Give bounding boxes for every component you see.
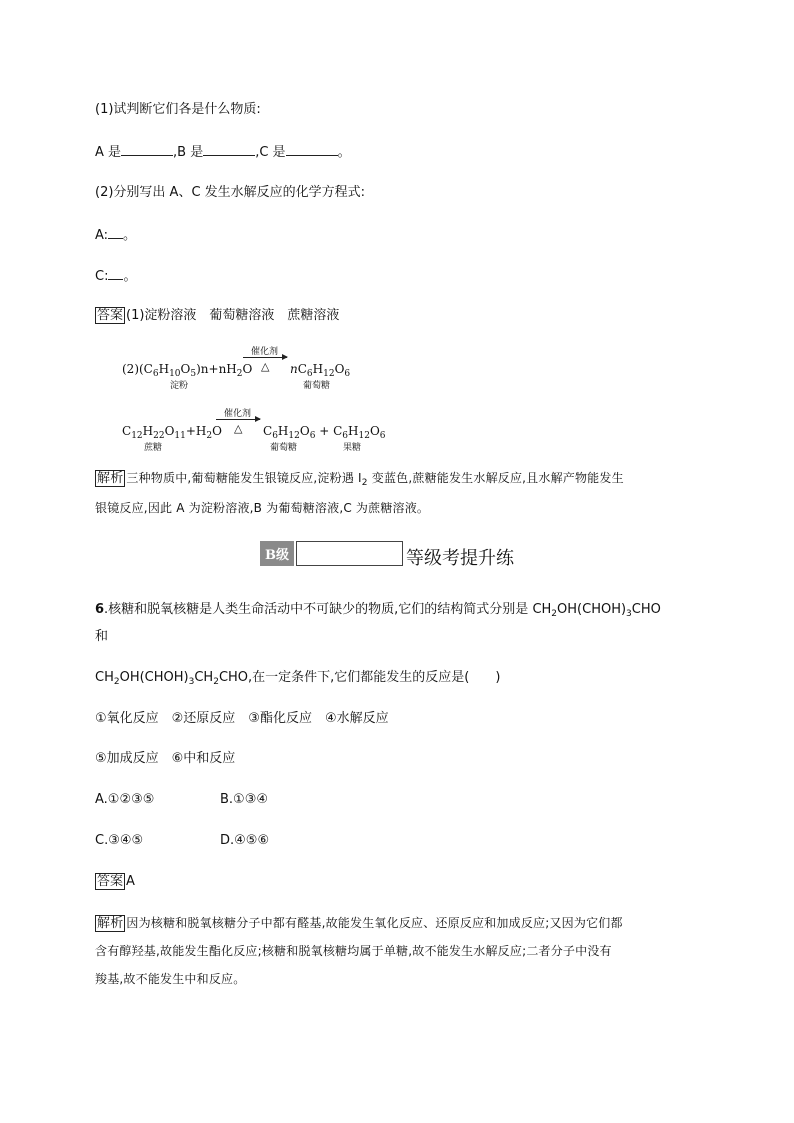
- level-badge: B级: [260, 541, 294, 566]
- eq2-sub: 6: [272, 431, 278, 441]
- explanation-line-1: [95, 469, 624, 487]
- blank-a-label: A 是: [95, 145, 122, 160]
- eq2-c: C: [122, 424, 132, 438]
- fill-blanks-line: [95, 142, 351, 162]
- eq2-c: C: [263, 424, 273, 438]
- eq1-sub: 12: [323, 369, 335, 379]
- answer-tag: 答案: [97, 874, 124, 889]
- question-6-explanation-line-3: 羧基,故不能发生中和反应。: [95, 972, 246, 986]
- choice-d: D.④⑤⑥: [220, 833, 270, 848]
- reaction-options-line-2: ⑤加成反应 ⑥中和反应: [95, 751, 236, 766]
- eq1-sub: 2: [236, 369, 243, 379]
- eq2-sub: 2: [206, 431, 213, 441]
- equation-2-label-fructose: 果糖: [343, 443, 362, 453]
- equation-1-label-glucose: 葡萄糖: [303, 381, 331, 391]
- stem-sub: 2: [113, 677, 120, 687]
- reaction-options-line-1: ①氧化反应 ②还原反应 ③酯化反应 ④水解反应: [95, 711, 389, 726]
- eq1-sub: 6: [152, 369, 159, 379]
- equation-1-product: [290, 362, 351, 379]
- answer-a-end: 。: [123, 228, 137, 243]
- eq1-sub: 6: [306, 369, 313, 379]
- eq2-o2: O: [212, 424, 222, 438]
- answer-value: A: [126, 874, 135, 889]
- stem-text: CHO,在一定条件下,它们都能发生的反应是( ): [218, 670, 501, 685]
- equation-2-label-sucrose: 蔗糖: [144, 443, 163, 453]
- eq2-sub: 12: [131, 431, 143, 441]
- eq2-h: H: [142, 424, 154, 438]
- question-number: 6: [95, 602, 105, 617]
- eq1-h: H: [312, 362, 324, 376]
- equation-2-catalyst: 催化剂: [224, 409, 252, 419]
- eq2-sub: 12: [358, 431, 370, 441]
- stem-sub: 3: [188, 677, 195, 687]
- eq2-sub: 6: [309, 431, 316, 441]
- blank-c-label: ,C 是: [255, 145, 286, 160]
- answer-c-label: C:: [95, 269, 109, 284]
- question-2-prompt: (2)分别写出 A、C 发生水解反应的化学方程式:: [95, 185, 366, 200]
- choice-c: C.③④⑤: [95, 833, 144, 848]
- explanation-line-2: 银镜反应,因此 A 为淀粉溶液,B 为葡萄糖溶液,C 为蔗糖溶液。: [95, 501, 430, 515]
- section-title: 等级考提升练: [406, 548, 514, 569]
- eq1-h: H: [158, 362, 170, 376]
- equation-1-label-starch: 淀粉: [170, 381, 189, 391]
- eq1-lhs-prefix: (2)(C: [122, 362, 153, 376]
- question-1-prompt: (1)试判断它们各是什么物质:: [95, 102, 261, 117]
- eq1-o: O: [180, 362, 191, 376]
- question-6-explanation-line-2: 含有醇羟基,故能发生酯化反应;核糖和脱氧核糖均属于单糖,故不能发生水解反应;二者分子中没有: [95, 944, 612, 958]
- eq2-o: O: [299, 424, 310, 438]
- stem-sub: 2: [551, 609, 558, 619]
- stem-sub: 2: [213, 677, 219, 687]
- explanation-text: 因为核糖和脱氧核糖分子中都有醛基,故能发生氧化反应、还原反应和加成反应;又因为它们都: [126, 916, 623, 930]
- eq1-lhs-rest: )n+nH: [196, 362, 237, 376]
- explanation-text: 三种物质中,葡萄糖能发生银镜反应,淀粉遇 I: [126, 471, 362, 485]
- blank-c: [286, 142, 338, 156]
- equation-1-arrow: [243, 357, 287, 358]
- answer-c-end: 。: [123, 269, 137, 284]
- equation-1-heat-icon: △: [261, 360, 270, 373]
- explanation-text-rest: 变蓝色,蔗糖能发生水解反应,且水解产物能发生: [367, 471, 624, 485]
- answer-a-label: A:: [95, 228, 109, 243]
- level-box: [296, 541, 403, 566]
- stem-text: OH(CHOH): [557, 602, 627, 617]
- equation-2-arrow: [216, 419, 260, 420]
- answer-a-blank: [108, 225, 123, 239]
- choice-a: A.①②③⑤: [95, 792, 155, 807]
- stem-text: CH: [194, 670, 214, 685]
- answer-c-line: [95, 266, 136, 286]
- question-6-answer: [95, 873, 135, 891]
- eq1-c: C: [297, 362, 307, 376]
- equation-2-label-glucose: 葡萄糖: [270, 443, 298, 453]
- eq2-sub: 6: [342, 431, 349, 441]
- stem-text: .核糖和脱氧核糖是人类生命活动中不可缺少的物质,它们的结构简式分别是 CH: [104, 602, 552, 617]
- eq1-sub: 10: [169, 369, 181, 379]
- equation-1-reactants: [122, 362, 253, 379]
- explanation-tag: 解析: [97, 471, 124, 486]
- eq1-o: O: [334, 362, 345, 376]
- eq2-sub: 22: [153, 431, 165, 441]
- eq2-h: H: [348, 424, 359, 438]
- answer-line-1: [95, 307, 339, 325]
- eq2-plus: + C: [315, 424, 343, 438]
- blank-b-label: ,B 是: [173, 145, 204, 160]
- blank-a: [121, 142, 173, 156]
- eq2-sub: 12: [288, 431, 300, 441]
- answer-c-blank: [108, 266, 123, 280]
- question-6-stem-line-2: 和: [95, 629, 109, 644]
- eq1-o2: O: [242, 362, 253, 376]
- explanation-sub: 2: [361, 478, 368, 488]
- eq2-o: O: [369, 424, 380, 438]
- stem-text: CHO: [631, 602, 661, 617]
- eq2-h: H: [277, 424, 289, 438]
- question-6-explanation-line-1: [95, 914, 623, 932]
- explanation-tag: 解析: [97, 916, 124, 931]
- equation-2-products: [263, 424, 386, 441]
- stem-text: OH(CHOH): [119, 670, 189, 685]
- eq2-o: O: [164, 424, 175, 438]
- blank-end: 。: [337, 145, 351, 160]
- equation-1-catalyst: 催化剂: [251, 347, 279, 357]
- answer-text: (1)淀粉溶液 葡萄糖溶液 蔗糖溶液: [126, 308, 340, 323]
- equation-2-reactants: [122, 424, 222, 441]
- eq1-n: n: [290, 362, 298, 376]
- stem-sub: 3: [626, 609, 632, 619]
- eq2-plus-h: +H: [185, 424, 207, 438]
- eq1-sub: 6: [344, 369, 351, 379]
- question-6-stem-line-1: [95, 601, 661, 619]
- answer-a-line: [95, 225, 136, 245]
- equation-2-heat-icon: △: [234, 422, 243, 435]
- answer-tag: 答案: [97, 308, 124, 323]
- blank-b: [203, 142, 255, 156]
- stem-text: CH: [95, 670, 114, 685]
- question-6-stem-line-3: [95, 669, 500, 687]
- choice-b: B.①③④: [220, 792, 269, 807]
- eq2-sub: 11: [174, 431, 186, 441]
- eq2-sub: 6: [379, 431, 386, 441]
- eq1-sub: 5: [190, 369, 197, 379]
